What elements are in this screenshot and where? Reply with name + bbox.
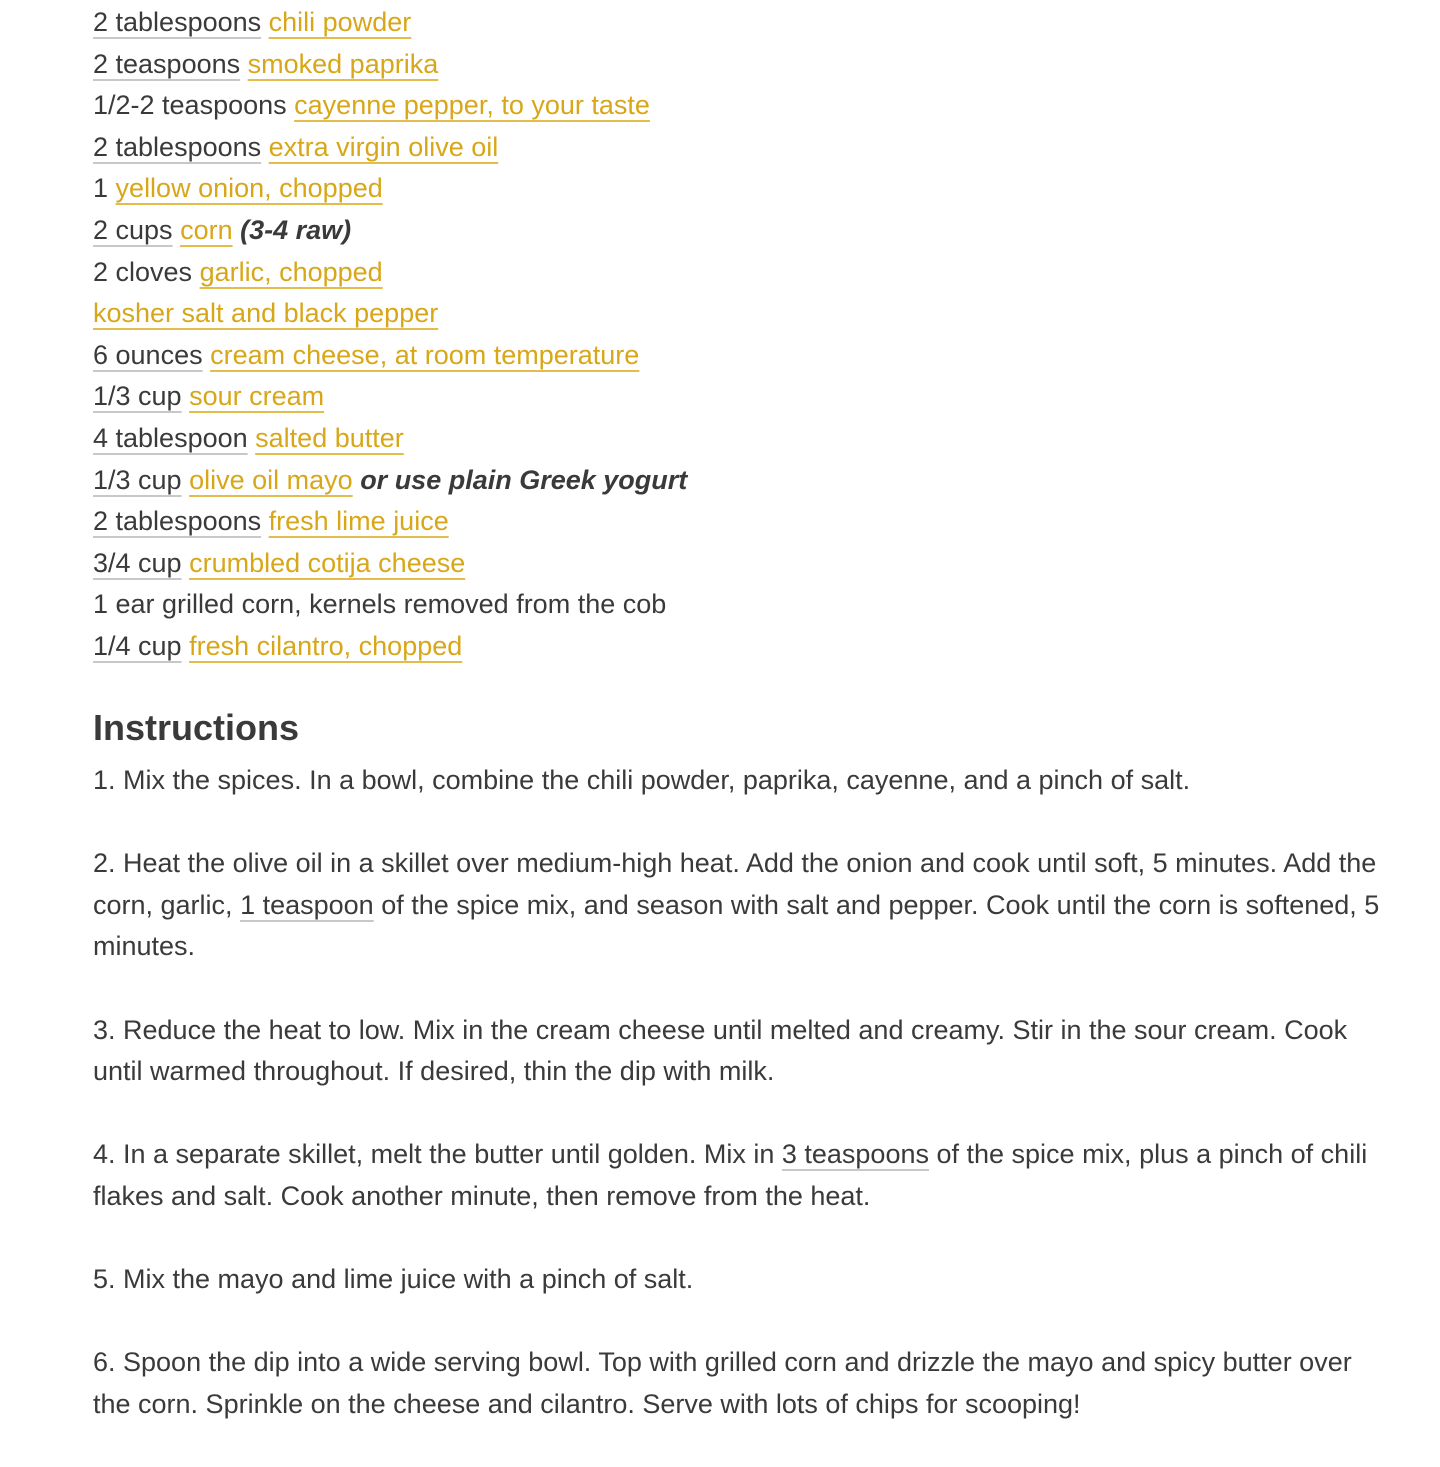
ingredient-link[interactable]: garlic, chopped: [199, 256, 383, 287]
ingredient-item: [93, 2, 687, 44]
instructions-heading: Instructions: [93, 707, 300, 748]
ingredient-link[interactable]: cream cheese, at room temperature: [210, 339, 640, 370]
instruction-step-2: [93, 843, 1383, 968]
ingredient-amount: 1/2-2 teaspoons: [93, 90, 287, 121]
step-text: 4. In a separate skillet, melt the butter until golden. Mix in: [93, 1139, 782, 1170]
ingredient-link[interactable]: sour cream: [189, 381, 325, 412]
instruction-step-6: 6. Spoon the dip into a wide serving bowl. Top with grilled corn and drizzle the mayo and spicy butter over the corn. Sprinkle on the cheese and cilantro. Serve with lots of chips for scooping!: [93, 1347, 1352, 1419]
step-text: of the spice mix, and season with salt and pepper. Cook until the corn is softened, 5 minutes.: [93, 889, 1380, 962]
ingredient-item: [93, 626, 687, 668]
ingredient-item: [93, 584, 687, 626]
ingredient-link[interactable]: salted butter: [255, 422, 404, 453]
ingredient-amount: 2 tablespoons: [93, 7, 262, 37]
ingredient-amount: 2 tablespoons: [93, 131, 262, 162]
ingredient-link[interactable]: extra virgin olive oil: [268, 131, 499, 162]
ingredient-note: (3-4 raw): [240, 214, 352, 245]
step-text: of the spice mix, plus a pinch of chili flakes and salt. Cook another minute, then remove from the heat.: [93, 1139, 1368, 1211]
ingredient-amount: 2 tablespoons: [93, 506, 262, 537]
ingredient-link[interactable]: crumbled cotija cheese: [189, 547, 466, 578]
ingredient-item: [93, 210, 687, 252]
ingredient-amount: 4 tablespoon: [93, 422, 248, 453]
ingredient-item: [93, 376, 687, 418]
ingredient-link[interactable]: yellow onion, chopped: [115, 173, 383, 204]
ingredient-link[interactable]: fresh lime juice: [268, 506, 449, 537]
ingredient-amount: 1 ear grilled corn, kernels removed from the cob: [93, 589, 667, 620]
ingredient-amount: 1/3 cup: [93, 381, 182, 412]
ingredient-item: [93, 44, 687, 86]
ingredient-link[interactable]: corn: [180, 214, 233, 245]
ingredient-amount: 1/3 cup: [93, 464, 182, 495]
ingredient-link[interactable]: smoked paprika: [247, 48, 439, 79]
ingredient-item: [93, 335, 687, 377]
step-amount: 3 teaspoons: [781, 1139, 929, 1170]
ingredient-amount: 6 ounces: [93, 339, 203, 370]
instruction-step-5: 5. Mix the mayo and lime juice with a pinch of salt.: [93, 1264, 694, 1295]
ingredient-item: [93, 168, 687, 210]
ingredient-amount: 2 teaspoons: [93, 48, 241, 79]
ingredient-amount: 1: [93, 173, 109, 204]
ingredient-link[interactable]: kosher salt and black pepper: [93, 298, 439, 329]
step-amount: 1 teaspoon: [240, 889, 374, 920]
ingredient-link[interactable]: chili powder: [268, 7, 412, 37]
ingredient-amount: 2 cloves: [93, 256, 193, 287]
ingredient-item: [93, 293, 687, 335]
ingredient-item: [93, 418, 687, 460]
ingredient-link[interactable]: cayenne pepper, to your taste: [294, 90, 650, 121]
ingredient-item: [93, 543, 687, 585]
ingredient-item: [93, 252, 687, 294]
step-text: 2. Heat the olive oil in a skillet over medium-high heat. Add the onion and cook until soft, 5 minutes. Add the corn, garlic,: [93, 848, 1377, 920]
ingredients-list: [93, 2, 687, 668]
ingredient-item: [93, 127, 687, 169]
ingredient-amount: 3/4 cup: [93, 547, 182, 578]
ingredient-item: [93, 501, 687, 543]
instruction-step-4: [93, 1134, 1383, 1217]
instruction-step-1: 1. Mix the spices. In a bowl, combine the chili powder, paprika, cayenne, and a pinch of salt.: [93, 765, 1191, 795]
ingredient-amount: 2 cups: [93, 214, 173, 245]
ingredient-link[interactable]: fresh cilantro, chopped: [189, 630, 463, 661]
ingredient-note: or use plain Greek yogurt: [360, 464, 688, 495]
ingredient-link[interactable]: olive oil mayo: [189, 464, 353, 495]
ingredient-amount: 1/4 cup: [93, 630, 182, 661]
instructions-body: [93, 760, 1383, 1467]
ingredient-item: [93, 85, 687, 127]
ingredient-item: [93, 460, 687, 502]
instruction-step-3: 3. Reduce the heat to low. Mix in the cream cheese until melted and creamy. Stir in the sour cream. Cook until warmed throughout. If desired, thin the dip with milk.: [93, 1014, 1348, 1087]
